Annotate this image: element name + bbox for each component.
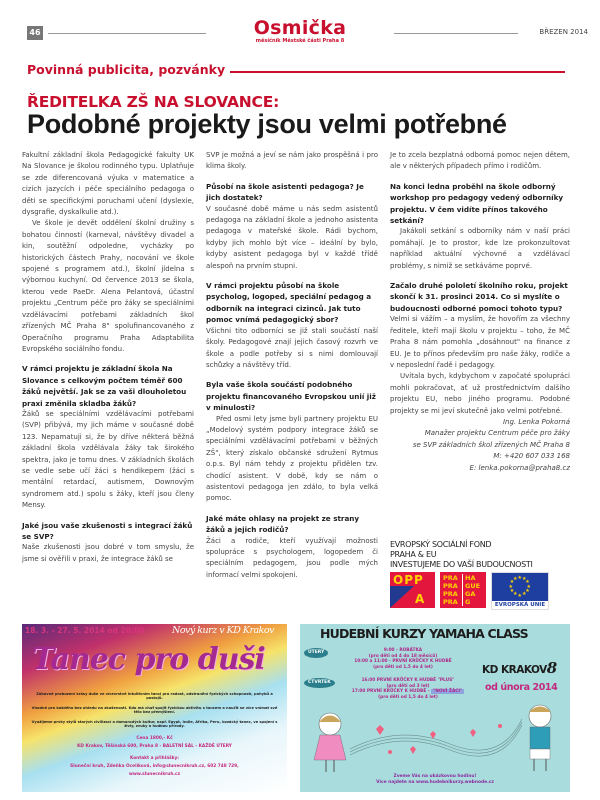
author-phone: M: +420 607 033 168 bbox=[493, 452, 570, 461]
interview-answer: V současné době máme u nás sedm asistentů pedagoga na základní škole a jednoho asistenta pedagoga v mateřské škole. Rádi bychom, kdyby jich mohlo být více – ideální by bylo, kdyby asistent pedagoga byl v každé třídě alespoň na prvním stupni. bbox=[206, 204, 378, 270]
esf-line: INVESTUJEME DO VAŠÍ BUDOUCNOSTI bbox=[390, 560, 533, 569]
ad-contact: Sluneční kruh, Zdeňka Ocelíková, info@slunecnikruh.cz, 602 748 729, bbox=[70, 764, 239, 769]
section-rule bbox=[230, 71, 565, 73]
ad-body: Vhodné pro každého bez ohledu na zkušenosti. Kdo má chuť spojit fyzickou aktivitu s tancem a naučit se více vnímat své tělo bez přemýšlení. bbox=[31, 706, 278, 715]
author-signature bbox=[390, 417, 570, 474]
interview-answer: Velmi si vážím – a myslím, že hovořím za všechny ředitele, kteří mají školu v projektu – toho, že MČ Praha 8 nám pomohla „dosáhnout" na finance z EU. Je to přínos především pro naše žáky, rodiče a v neposlední řadě i pedagogy. bbox=[390, 315, 570, 369]
eu-star-icon: ★ bbox=[517, 592, 522, 599]
paragraph: Fakultní základní škola Pedagogické fakulty UK Na Slovance je školou rodinného typu. Uplatňuje se zde diferencovaná výuka v matematice a cizích jazycích i péče speciálního pedagoga o děti se specifickými poruchami učení (dyslexie, dysgrafie, dyskalkulie atd.). bbox=[22, 151, 194, 217]
header-rule-right bbox=[394, 33, 518, 34]
venue-number: 8 bbox=[546, 659, 557, 677]
ad-title: HUDEBNÍ KURZY YAMAHA CLASS bbox=[320, 626, 528, 641]
ad-footer bbox=[360, 774, 510, 785]
author-email[interactable]: E: lenka.pokorna@praha8.cz bbox=[469, 463, 570, 472]
eu-star-icon: ★ bbox=[525, 579, 530, 585]
interview-question: Začalo druhé pololetí školního roku, projekt skončí k 31. prosinci 2014. Co si myslíte o budoucnosti odborné pomoci tohoto typu? bbox=[390, 281, 568, 313]
issue-date: BŘEZEN 2014 bbox=[539, 28, 588, 36]
interview-answer: Je to zcela bezplatná odborná pomoc nejen dětem, ale v některých případech přímo i rodičům. bbox=[390, 151, 570, 171]
ad-body: Zábavné probuzení krásy duše ve vícevrstvé intuitivním tanci pro radost, odstranění fyzických schopností, pohybů a postojů. bbox=[36, 692, 273, 701]
paragraph: Ve škole je devět oddělení školní družiny s bohatou činností (karneval, návštěvy divadel a kin, soutěžní odpoledne, vycházky po historických částech Prahy, nocování ve škole spojené s programem atd.), školní jídelna s výbornou kuchyní. Od července 2013 se škola, kterou vede PaeDr. Alena Pelantová, účastní projektu „Centrum péče pro žáky se speciálními vzdělávacími potřebami základních škol zřízených MČ Praha 8" spolufinancovaného z Operačního programu Praha Adaptabilita Evropského sociálního fondu. bbox=[22, 219, 194, 353]
interview-answer: Uvítala bych, kdybychom v započaté spolupráci mohli pokračovat, ať už prostřednictvím dalšího projektu EU, nebo jiného programu. Podobné projekty se mi jeví skutečně jako velmi potřebné. bbox=[390, 372, 570, 415]
eu-flag-icon bbox=[492, 573, 548, 601]
interview-question: Jaké máte ohlasy na projekt ze strany žáků a jejich rodičů? bbox=[206, 513, 360, 535]
dance-ad[interactable] bbox=[22, 624, 287, 792]
interview-answer: Jakákoli setkání s odborníky nám v naší práci pomáhají. Je to prostor, kde lze prokonzultovat například aktuální výchovné a vzdělávací problémy, s nimiž se setkáváme poprvé. bbox=[390, 227, 570, 270]
brand-name: Osmička bbox=[253, 17, 347, 39]
children-music-illustration bbox=[300, 704, 570, 774]
author-role: Manažer projektu Centrum péče pro žáky bbox=[424, 429, 570, 438]
praha-text: PRA bbox=[443, 598, 458, 606]
praha-logo bbox=[440, 572, 486, 608]
interview-question: V rámci projektu působí na škole psycholog, logoped, speciální pedagog a odborník na integraci cizinců. Jak tuto pomoc vnímá pedagogický sbor? bbox=[206, 281, 372, 325]
praha-text: HA bbox=[465, 574, 476, 582]
interview-question: Jaké jsou vaše zkušenosti s integrací žáků se SVP? bbox=[22, 520, 193, 541]
article-column-3 bbox=[390, 150, 570, 474]
eu-star-icon: ★ bbox=[513, 591, 518, 598]
eu-star-icon: ★ bbox=[513, 575, 518, 582]
eu-star-icon: ★ bbox=[508, 583, 513, 590]
praha-text: PRA bbox=[443, 574, 458, 582]
eu-star-icon: ★ bbox=[522, 575, 527, 582]
day-badge: ČTVRTEK bbox=[304, 678, 335, 688]
interview-answer: Před osmi lety jsme byli partnery projektu EU „Modelový systém podpory integrace žáků se speciálními vzdělávacími potřebami v běžných ZŠ", který získalo občanské sdružení Rytmus o.p.s. Byl nám tehdy z projektu přidělen tzv. chodící asistent. V době, kdy se nám o asistentovi pedagoga jen zdálo, to byla velká pomoc. bbox=[206, 414, 378, 503]
interview-answer: SVP je možná a jeví se nám jako prospěšná i pro klima školy. bbox=[206, 151, 378, 171]
eu-star-icon: ★ bbox=[517, 574, 522, 581]
ad-web-link[interactable]: Více najdete na www.hudebnikurzy.webnode.cz bbox=[376, 779, 494, 785]
oppa-triangle bbox=[390, 586, 414, 608]
oppa-logo bbox=[390, 572, 435, 608]
ad-dates: 18. 3. - 27. 5. 2014 od 20:00 bbox=[25, 626, 145, 635]
praha-text: PRA bbox=[443, 590, 458, 598]
interview-question: Byla vaše škola součástí podobného projektu financovaného Evropskou unií již v minulosti? bbox=[206, 380, 376, 413]
ad-title: Tanec pro duši bbox=[32, 642, 265, 677]
esf-line: EVROPSKÝ SOCIÁLNÍ FOND bbox=[390, 540, 492, 549]
page-number: 46 bbox=[27, 26, 43, 40]
schedule-item: 9:00 - ROBÁTKA bbox=[383, 648, 423, 653]
ad-invite: Zveme Vás na ukázkovou hodinu! bbox=[393, 774, 477, 779]
eu-star-icon: ★ bbox=[522, 591, 527, 598]
interview-question: V rámci projektu je základní škola Na Slovance s celkovým počtem téměř 600 žáků největší. Jak se za vaši dlouholetou praxi změnila skladba žáků? bbox=[22, 364, 187, 408]
interview-answer: Žáků se speciálními vzdělávacími potřebami (SVP) přibývá, my jich máme v současné době 123. Nepamatuji si, že by dříve některá běžná základní škola vzdělávala žáky tak širokého spektra, jako je tomu dnes. V základních školách se vedle sebe učí žáci s hendikepem (žáci s mentální retardací, autismem, Downovým syndromem atd.) spolu s žáky, kteří jsou členy Mensy. bbox=[22, 409, 194, 510]
ad-since: od února 2014 bbox=[485, 682, 558, 693]
interview-question: Na konci ledna proběhl na škole odborný workshop pro pedagogy vedený odborníky projektu. V čem vidíte přínos takového setkání? bbox=[390, 181, 564, 226]
article-kicker: ŘEDITELKA ZŠ NA SLOVANCE: bbox=[27, 93, 280, 111]
brand-subtitle: měsíčník Městské části Praha 8 bbox=[255, 38, 345, 44]
header-rule-left bbox=[48, 33, 206, 34]
oppa-text: A bbox=[415, 592, 425, 606]
schedule-note: (pro děti od 3 let) bbox=[386, 683, 430, 689]
eu-star-icon: ★ bbox=[509, 588, 515, 594]
eu-label: EVROPSKÁ UNIE bbox=[494, 602, 546, 608]
eu-logo bbox=[491, 572, 549, 610]
eu-star-icon: ★ bbox=[509, 579, 515, 585]
author-name: Ing. Lenka Pokorná bbox=[502, 417, 570, 426]
praha-text: PRA bbox=[443, 582, 458, 590]
ad-venue bbox=[482, 659, 557, 677]
interview-answer: Naše zkušenosti jsou dobré v tom smyslu, že jsme si ověřili v praxi, že integrace žáků se bbox=[22, 543, 194, 563]
schedule-item: 10:00 a 11:00 - PRVNÍ KRŮČKY K HUDBĚ bbox=[354, 659, 452, 665]
section-title: Povinná publicita, pozvánky bbox=[27, 62, 226, 77]
ad-contact-label: Kontakt a přihlášky: bbox=[129, 756, 180, 761]
article-column-1 bbox=[22, 150, 194, 565]
article-headline: Podobné projekty jsou velmi potřebné bbox=[27, 109, 507, 139]
esf-line: PRAHA & EU bbox=[390, 550, 437, 559]
author-role: se SVP základních škol zřízených MČ Praha 8 bbox=[412, 440, 570, 449]
day-badge: ÚTERÝ bbox=[304, 648, 328, 658]
ad-tagline: Nový kurz v KD Krakov bbox=[172, 625, 274, 636]
masthead bbox=[215, 18, 385, 44]
yamaha-ad[interactable] bbox=[300, 624, 570, 792]
schedule-item: 17:00 PRVNÍ KRŮČKY K HUDBĚ - bbox=[351, 689, 430, 695]
ad-web-link[interactable]: www.slunecnikruh.cz bbox=[128, 772, 181, 777]
article-column-2 bbox=[206, 150, 378, 581]
interview-question: Působí na škole asistenti pedagoga? Je jich dostatek? bbox=[206, 181, 364, 203]
praha-text: GA bbox=[465, 590, 476, 598]
schedule-note: (pro děti od 1,5 do 4 let) bbox=[378, 694, 438, 700]
oppa-text: OPP bbox=[393, 573, 424, 587]
eu-star-icon: ★ bbox=[525, 588, 530, 594]
schedule-item: 16:00 PRVNÍ KRŮČKY K HUDBĚ "PLUS" bbox=[361, 678, 455, 683]
interview-answer: Žáci a rodiče, kteří využívají možnosti spolupráce s psychologem, logopedem či speciálním pedagogem, jsou podle mých informací velmi spokojeni. bbox=[206, 536, 378, 579]
praha-text: G bbox=[465, 598, 471, 606]
venue-name: KD KRAKOV bbox=[482, 664, 547, 676]
interview-answer: Všichni tito odborníci se již stali součástí naší školy. Pedagogové znají jejich časový rozvrh ve škole a podle potřeby si s nimi domlouvají schůzky a návštěvy tříd. bbox=[206, 326, 378, 369]
esf-caption bbox=[390, 540, 533, 570]
new-students-badge: "NOVÍ ŽÁCI" bbox=[433, 689, 463, 695]
ad-price: Cena 1800,- Kč bbox=[136, 736, 173, 741]
ad-body: Využijeme prvky stylů starých civilizací a domorodých kultur, např. Egypt, Indie, Afrika, Peru, kozácký tanec, ve spojení s živly, zvuky a hudbou přírody. bbox=[31, 720, 278, 729]
schedule-note: (pro děti od 1,5 do 4 let) bbox=[373, 664, 433, 670]
ad-venue: KD Krakov, Těšínská 600, Praha 8 - BALETNÍ SÁL - KAŽDÉ ÚTERÝ bbox=[77, 744, 232, 749]
praha-text: GUE bbox=[465, 582, 481, 590]
eu-star-icon: ★ bbox=[526, 583, 531, 590]
schedule-note: (pro děti od 4 do 18 měsíců) bbox=[368, 653, 438, 659]
